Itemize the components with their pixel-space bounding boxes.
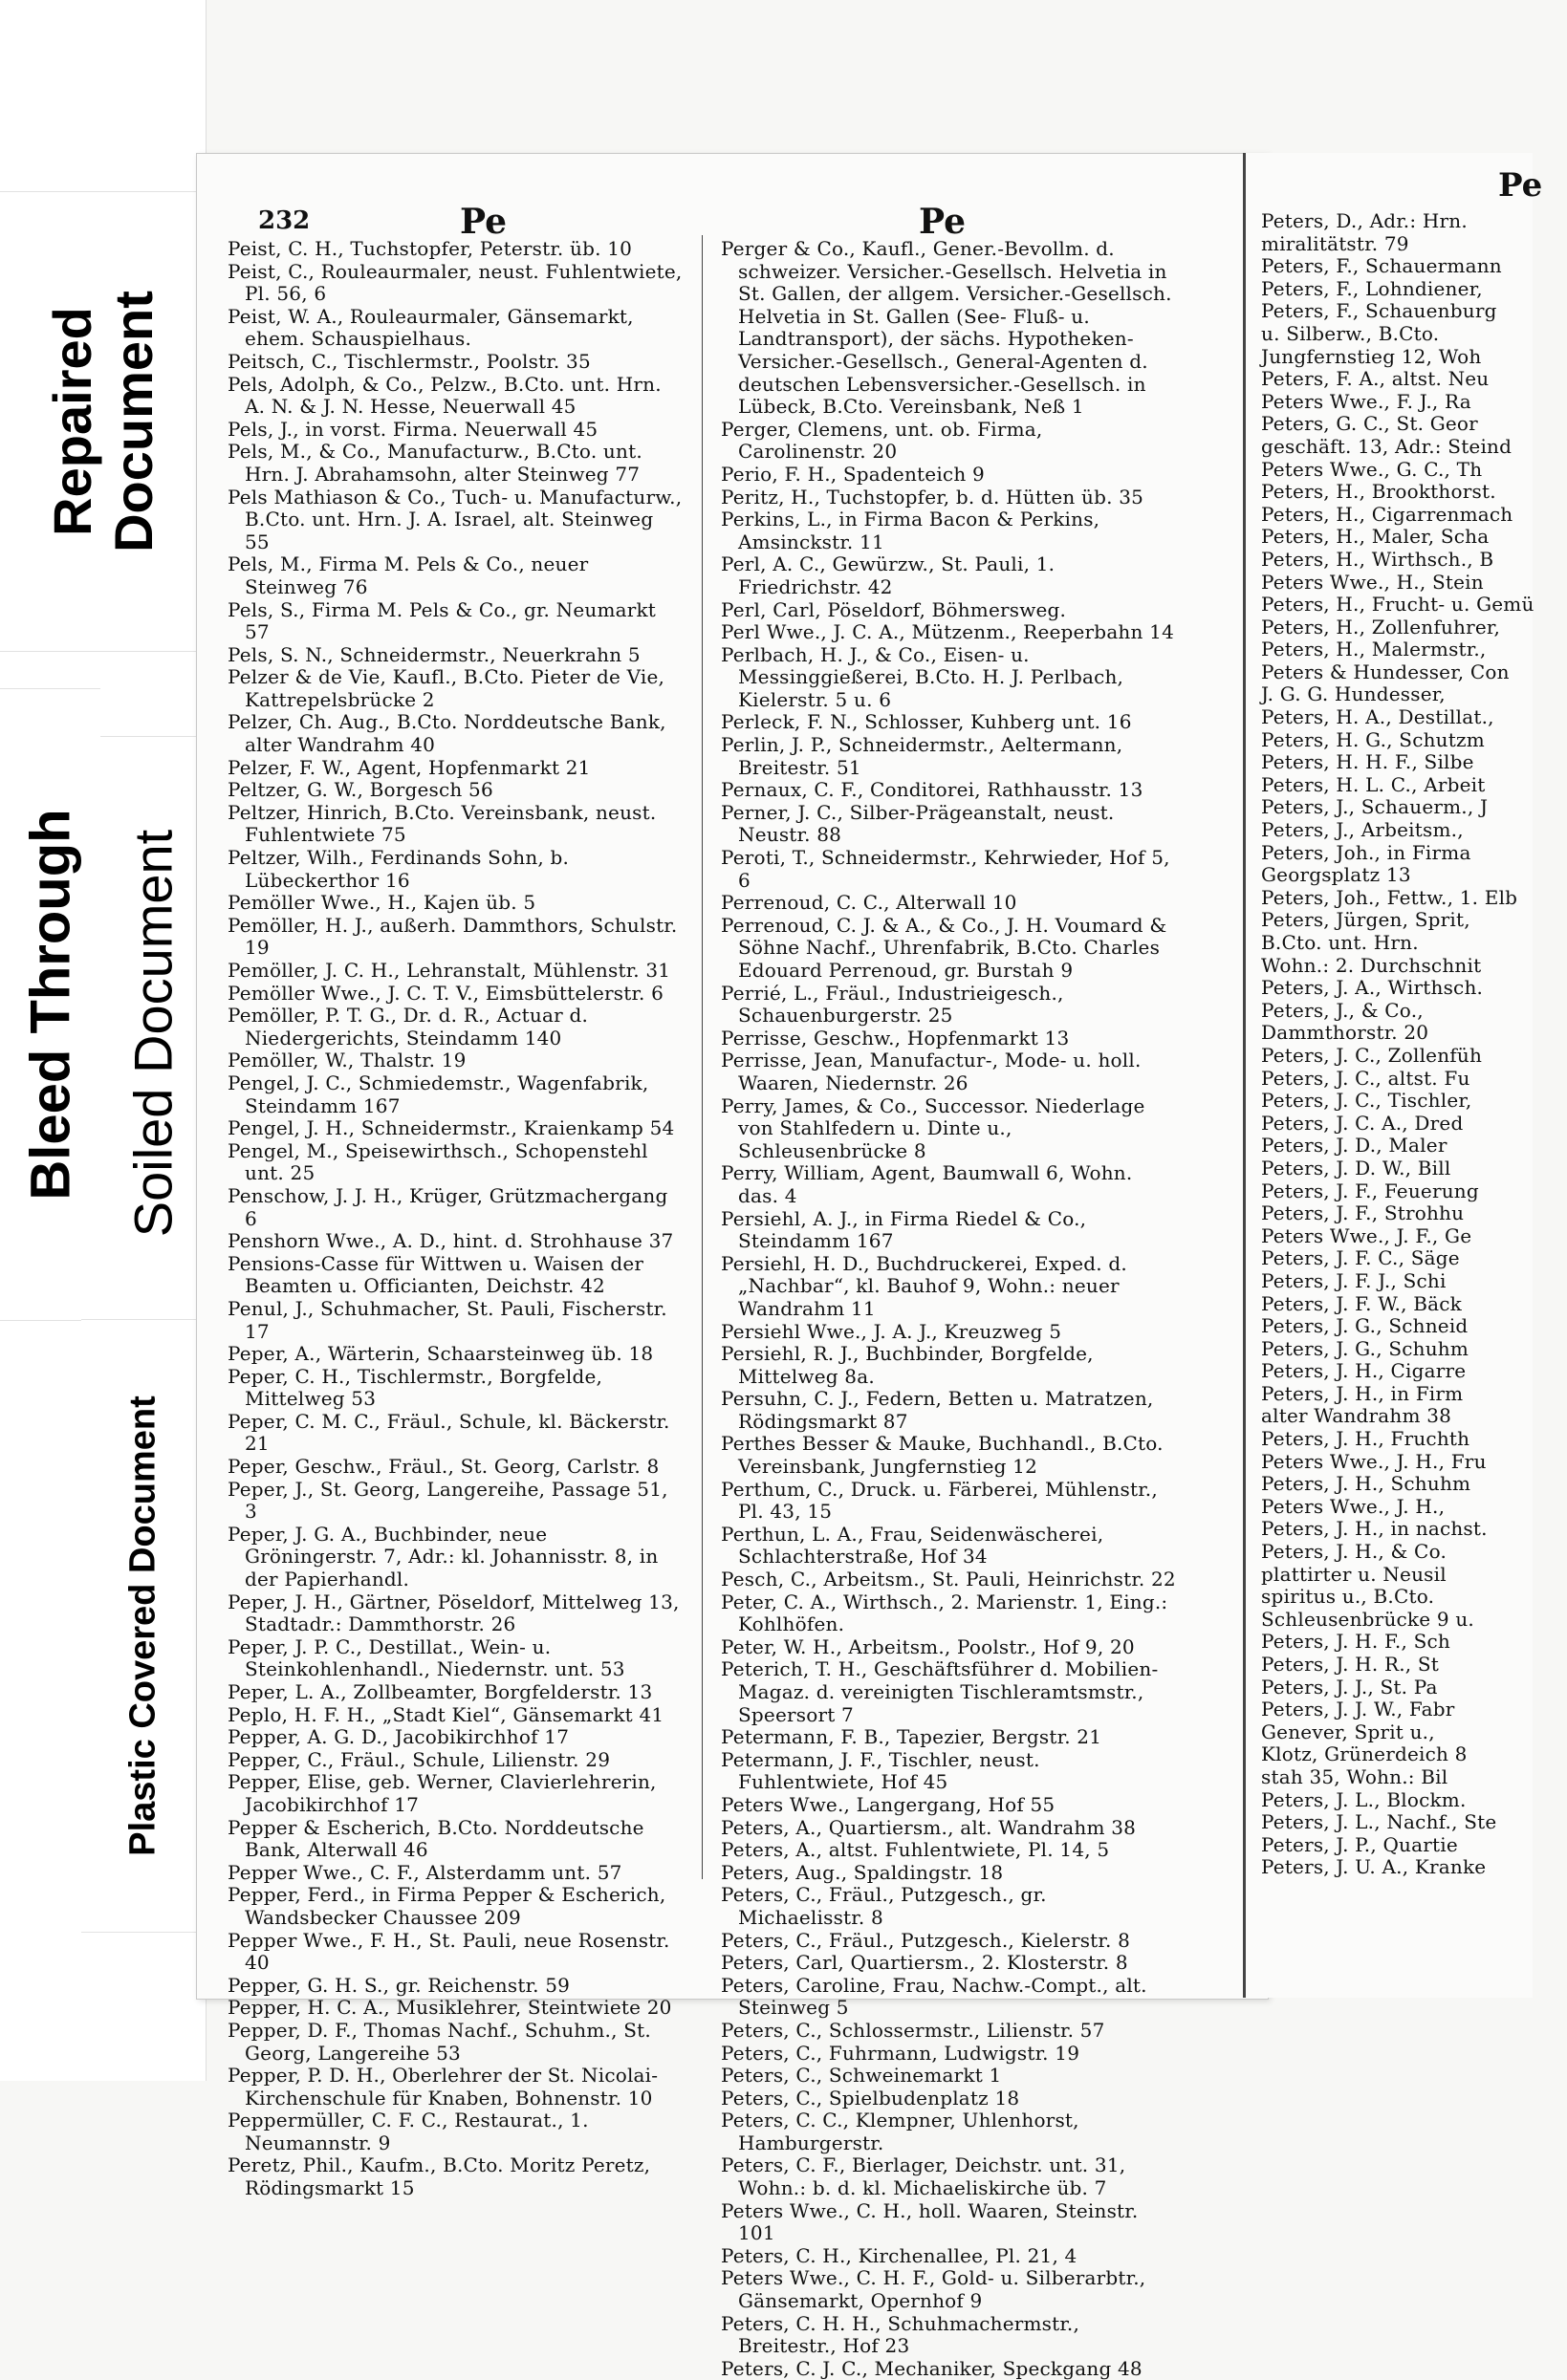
left-column xyxy=(228,238,683,2200)
directory-entry: Peters, J. H., in nachst. xyxy=(1261,1517,1488,1541)
directory-entry: Peters, C., Fräul., Putzgesch., Kielerstr. 8 xyxy=(721,1928,1131,1952)
directory-entry: Peters, J. H. R., St xyxy=(1261,1653,1440,1676)
label-bleed-through xyxy=(0,688,100,1321)
directory-entry: Peper, J. P. C., Destillat., Wein- u. Steinkohlenhandl., Niedernstr. unt. 53 xyxy=(228,1634,625,1681)
directory-entry: Peters, F. A., altst. Neu xyxy=(1261,367,1490,391)
directory-entry: Peters, G. C., St. Geor xyxy=(1261,412,1478,436)
directory-entry: Pepper, Ferd., in Firma Pepper & Escherich, Wandsbecker Chaussee 209 xyxy=(228,1883,666,1929)
directory-entry: Peters Wwe., C. H. F., Gold- u. Silberarbtr., Gänsemarkt, Opernhof 9 xyxy=(721,2266,1146,2313)
label-repaired-line2: Document xyxy=(102,291,163,552)
directory-entry: Peters, J. C., Tischler, xyxy=(1261,1089,1472,1113)
directory-entry: Perrisse, Jean, Manufactur-, Mode- u. holl. Waaren, Niedernstr. 26 xyxy=(721,1049,1142,1094)
directory-entry: Peper, A., Wärterin, Schaarsteinweg üb. 18 xyxy=(228,1342,654,1366)
directory-entry: Penschow, J. J. H., Krüger, Grützmachergang 6 xyxy=(228,1183,668,1230)
directory-entry: Peltzer, Wilh., Ferdinands Sohn, b. Lübeckerthor 16 xyxy=(228,846,570,892)
directory-entry: Peters, Caroline, Frau, Nachw.-Compt., alt. Steinweg 5 xyxy=(721,1973,1147,2020)
directory-entry: Pengel, J. C., Schmiedemstr., Wagenfabrik, Steindamm 167 xyxy=(228,1071,649,1117)
directory-entry: alter Wandrahm 38 xyxy=(1261,1404,1452,1428)
page-header-left: Pe xyxy=(460,202,508,242)
directory-entry: Persiehl, H. D., Buchdruckerei, Exped. d. „Nachbar“, kl. Bauhof 9, Wohn.: neuer Wandrahm 11 xyxy=(721,1251,1127,1320)
directory-entry: Peters, J. J. W., Fabr xyxy=(1261,1698,1455,1721)
directory-entry: Peters, C., Fuhrmann, Ludwigstr. 19 xyxy=(721,2041,1080,2065)
directory-entry: Peters Wwe., Langergang, Hof 55 xyxy=(721,1792,1056,1816)
directory-entry: Peritz, H., Tuchstopfer, b. d. Hütten üb. 35 xyxy=(721,485,1144,508)
directory-entry: Peters, J. H., Schuhm xyxy=(1261,1472,1471,1496)
directory-entry: Perleck, F. N., Schlosser, Kuhberg unt. 16 xyxy=(721,710,1132,734)
directory-entry: J. G. G. Hundesser, xyxy=(1261,682,1446,706)
directory-entry: Peters, J., Schauerm., J xyxy=(1261,795,1489,819)
directory-entry: Pengel, J. H., Schneidermstr., Kraienkamp 54 xyxy=(228,1116,675,1140)
directory-entry: Peters Wwe., C. H., holl. Waaren, Steinstr. 101 xyxy=(721,2198,1139,2245)
label-repaired-document xyxy=(0,191,206,652)
directory-entry: Peters Wwe., G. C., Th xyxy=(1261,457,1483,481)
directory-entry: Peters, C. C., Klempner, Uhlenhorst, Hamburgerstr. xyxy=(721,2109,1079,2154)
directory-entry: Peters, J. H., Fruchth xyxy=(1261,1427,1470,1451)
directory-entry: Perrenoud, C. C., Alterwall 10 xyxy=(721,891,1017,915)
directory-entry: Peters, H. L. C., Arbeit xyxy=(1261,772,1486,796)
directory-entry: Dammthorstr. 20 xyxy=(1261,1021,1429,1045)
directory-entry: Peper, Geschw., Fräul., St. Georg, Carlstr. 8 xyxy=(228,1455,660,1479)
directory-entry: Peters, F., Lohndiener, xyxy=(1261,276,1483,300)
directory-entry: Perl, A. C., Gewürzw., St. Pauli, 1. Friedrichstr. 42 xyxy=(721,552,1056,598)
directory-entry: Peters, J. C., Zollenfüh xyxy=(1261,1043,1483,1067)
directory-entry: Pelzer, Ch. Aug., B.Cto. Norddeutsche Bank, alter Wandrahm 40 xyxy=(228,710,666,757)
directory-entry: Perger, Clemens, unt. ob. Firma, Carolinenstr. 20 xyxy=(721,417,1043,464)
directory-entry: Peters, H., Wirthsch., B xyxy=(1261,547,1494,571)
directory-entry: Perrié, L., Fräul., Industrieigesch., Schauenburgerstr. 25 xyxy=(721,981,1064,1028)
directory-entry: Pesch, C., Arbeitsm., St. Pauli, Heinrichstr. 22 xyxy=(721,1568,1176,1591)
directory-entry: Peters, Joh., Fettw., 1. Elb xyxy=(1261,885,1518,909)
directory-entry: Peters Wwe., J. F., Ge xyxy=(1261,1223,1472,1247)
directory-entry: Penshorn Wwe., A. D., hint. d. Strohhause 37 xyxy=(228,1229,674,1253)
directory-entry: Peters, H., Cigarrenmach xyxy=(1261,502,1513,526)
directory-entry: Persiehl Wwe., J. A. J., Kreuzweg 5 xyxy=(721,1319,1062,1343)
directory-entry: Peters, J. L., Blockm. xyxy=(1261,1787,1467,1811)
column-divider xyxy=(702,235,703,1879)
directory-entry: Peters, J. G., Schneid xyxy=(1261,1314,1469,1338)
label-soiled-document xyxy=(100,736,206,1331)
directory-entry: Perger & Co., Kaufl., Gener.-Bevollm. d. schweizer. Versicher.-Gesellsch. Helvetia in St. Gallen, der allgem. Versicher.-Gesellsch. Helvetia in St. Gallen (See- Fluß- u. Landtransport), der sächs. Hypotheken-Versicher.-Gesellsch., General-Agenten d. deutschen Lebensversicher.-Gesellsch. in Lübeck, B.Cto. Vereinsbank, Neß 1 xyxy=(721,237,1172,419)
directory-entry: Pels, S. N., Schneidermstr., Neuerkrahn 5 xyxy=(228,642,641,666)
directory-entry: Pemöller Wwe., J. C. T. V., Eimsbüttelerstr. 6 xyxy=(228,981,664,1005)
directory-entry: Peters, C. J. C., Mechaniker, Speckgang 48 xyxy=(721,2356,1143,2380)
directory-entry: plattirter u. Neusil xyxy=(1261,1562,1447,1586)
directory-entry: Peper, J. G. A., Buchbinder, neue Gröningerstr. 7, Adr.: kl. Johannisstr. 8, in der Papierhandl. xyxy=(228,1522,659,1591)
directory-entry: Pengel, M., Speisewirthsch., Schopenstehl unt. 25 xyxy=(228,1138,648,1185)
directory-entry: Peters, F., Schauermann xyxy=(1261,254,1502,278)
directory-entry: geschäft. 13, Adr.: Steind xyxy=(1261,434,1513,458)
right-page-header: Pe xyxy=(1498,166,1543,205)
directory-entry: Perry, William, Agent, Baumwall 6, Wohn. das. 4 xyxy=(721,1161,1133,1207)
directory-entry: Pels, J., in vorst. Firma. Neuerwall 45 xyxy=(228,417,599,441)
directory-entry: Pels Mathiason & Co., Tuch- u. Manufacturw., B.Cto. unt. Hrn. J. A. Israel, alt. Steinweg 55 xyxy=(228,485,683,553)
directory-page xyxy=(196,153,1269,2380)
directory-entry: Pepper, H. C. A., Musiklehrer, Steintwiete 20 xyxy=(228,1996,672,2020)
directory-entry: spiritus u., B.Cto. xyxy=(1261,1585,1435,1609)
directory-entry: Peters, A., altst. Fuhlentwiete, Pl. 14, 5 xyxy=(721,1838,1110,1862)
directory-entry: Pemöller, J. C. H., Lehranstalt, Mühlenstr. 31 xyxy=(228,959,671,982)
directory-entry: Pepper Wwe., F. H., St. Pauli, neue Rosenstr. 40 xyxy=(228,1928,670,1975)
directory-entry: Perio, F. H., Spadenteich 9 xyxy=(721,462,985,486)
directory-entry: Perkins, L., in Firma Bacon & Perkins, Amsinckstr. 11 xyxy=(721,508,1100,553)
directory-entry: B.Cto. unt. Hrn. xyxy=(1261,931,1419,954)
directory-entry: Pepper, D. F., Thomas Nachf., Schuhm., St. Georg, Langereihe 53 xyxy=(228,2018,651,2065)
directory-entry: Schleusenbrücke 9 u. xyxy=(1261,1607,1474,1631)
directory-entry: Peper, C. H., Tischlermstr., Borgfelde, Mittelweg 53 xyxy=(228,1364,603,1411)
directory-entry: Peist, W. A., Rouleaurmaler, Gänsemarkt, ehem. Schauspielhaus. xyxy=(228,304,634,351)
directory-entry: Pepper Wwe., C. F., Alsterdamm unt. 57 xyxy=(228,1860,622,1884)
directory-entry: Pels, M., & Co., Manufacturw., B.Cto. unt. Hrn. J. Abrahamsohn, alter Steinweg 77 xyxy=(228,440,642,486)
directory-entry: Pepper, P. D. H., Oberlehrer der St. Nicolai-Kirchenschule für Knaben, Bohnenstr. 10 xyxy=(228,2064,659,2110)
directory-entry: Peters, Carl, Quartiersm., 2. Klosterstr. 8 xyxy=(721,1951,1128,1975)
directory-entry: Persiehl, A. J., in Firma Riedel & Co., Steindamm 167 xyxy=(721,1206,1087,1253)
directory-entry: Peters Wwe., J. H., Fru xyxy=(1261,1449,1487,1473)
directory-entry: Pemöller Wwe., H., Kajen üb. 5 xyxy=(228,891,536,915)
label-bleed-text: Bleed Through xyxy=(19,809,81,1201)
directory-entry: Peters, H., Brookthorst. xyxy=(1261,480,1496,504)
directory-entry: Peltzer, G. W., Borgesch 56 xyxy=(228,778,493,802)
directory-entry: Peters, C. H. H., Schuhmachermstr., Breitestr., Hof 23 xyxy=(721,2311,1080,2358)
directory-entry: Perrisse, Geschw., Hopfenmarkt 13 xyxy=(721,1026,1070,1049)
directory-entry: Peist, C., Rouleaurmaler, neust. Fuhlentwiete, Pl. 56, 6 xyxy=(228,259,683,306)
directory-entry: Peters, C., Spielbudenplatz 18 xyxy=(721,2086,1020,2110)
directory-entry: Pepper & Escherich, B.Cto. Norddeutsche Bank, Alterwall 46 xyxy=(228,1815,644,1862)
directory-entry: Peper, L. A., Zollbeamter, Borgfelderstr. 13 xyxy=(228,1680,653,1703)
directory-entry: Peters, J. D. W., Bill xyxy=(1261,1156,1451,1179)
directory-entry: Peters, H. G., Schutzm xyxy=(1261,727,1485,751)
directory-entry: Pemöller, W., Thalstr. 19 xyxy=(228,1049,467,1072)
directory-entry: Petermann, F. B., Tapezier, Bergstr. 21 xyxy=(721,1725,1102,1749)
directory-entry: Peters, J. H., in Firm xyxy=(1261,1381,1464,1405)
directory-entry: Perthun, L. A., Frau, Seidenwäscherei, Schlachterstraße, Hof 34 xyxy=(721,1522,1104,1569)
directory-entry: Genever, Sprit u., xyxy=(1261,1720,1435,1743)
directory-entry: Jungfernstieg 12, Woh xyxy=(1261,344,1482,368)
directory-entry: Pelzer & de Vie, Kaufl., B.Cto. Pieter de Vie, Kattrepelsbrücke 2 xyxy=(228,665,665,711)
directory-entry: Peters, J. F. W., Bäck xyxy=(1261,1291,1462,1315)
directory-entry: Perl, Carl, Pöseldorf, Böhmersweg. xyxy=(721,597,1067,621)
directory-entry: Perthum, C., Druck. u. Färberei, Mühlenstr., Pl. 43, 15 xyxy=(721,1477,1158,1524)
directory-entry: Peters, J. F., Strohhu xyxy=(1261,1201,1465,1225)
directory-entry: Peters, J., Arbeitsm., xyxy=(1261,818,1464,842)
directory-entry: Peters Wwe., J. H., xyxy=(1261,1494,1446,1518)
directory-entry: Perthes Besser & Mauke, Buchhandl., B.Cto. Vereinsbank, Jungfernstieg 12 xyxy=(721,1432,1164,1479)
middle-column xyxy=(721,238,1176,2380)
directory-entry: Peters, J. P., Quartie xyxy=(1261,1832,1458,1856)
directory-entry: Pelzer, F. W., Agent, Hopfenmarkt 21 xyxy=(228,755,591,779)
label-repaired-line1: Repaired xyxy=(41,307,102,536)
directory-entry: miralitätstr. 79 xyxy=(1261,231,1409,255)
page-number: 232 xyxy=(258,206,311,235)
directory-entry: Perl Wwe., J. C. A., Mützenm., Reeperbahn 14 xyxy=(721,620,1175,644)
directory-entry: Peters, H., Maler, Scha xyxy=(1261,525,1490,549)
directory-entry: Georgsplatz 13 xyxy=(1261,863,1411,887)
directory-entry: Peters Wwe., H., Stein xyxy=(1261,570,1484,594)
directory-entry: Peters, H., Frucht- u. Gemü xyxy=(1261,593,1534,617)
directory-entry: Peters & Hundesser, Con xyxy=(1261,660,1510,683)
directory-entry: Persuhn, C. J., Federn, Betten u. Matratzen, Rödingsmarkt 87 xyxy=(721,1387,1154,1433)
directory-entry: Peters, J. J., St. Pa xyxy=(1261,1675,1438,1698)
directory-entry: Peters, J. L., Nachf., Ste xyxy=(1261,1810,1497,1834)
directory-entry: Pernaux, C. F., Conditorei, Rathhausstr. 13 xyxy=(721,778,1143,802)
right-column xyxy=(1261,210,1567,1879)
directory-entry: Peters, J. G., Schuhm xyxy=(1261,1336,1469,1360)
directory-entry: stah 35, Wohn.: Bil xyxy=(1261,1764,1448,1788)
directory-entry: Peters, C., Schweinemarkt 1 xyxy=(721,2064,1002,2088)
directory-entry: Peters, J. A., Wirthsch. xyxy=(1261,976,1484,1000)
directory-entry: Peters, D., Adr.: Hrn. xyxy=(1261,209,1468,232)
directory-entry: Peters, F., Schauenburg xyxy=(1261,299,1497,323)
directory-entry: Pepper, A. G. D., Jacobikirchhof 17 xyxy=(228,1725,570,1749)
directory-entry: Peters, C. H., Kirchenallee, Pl. 21, 4 xyxy=(721,2243,1077,2267)
directory-entry: Peters, Jürgen, Sprit, xyxy=(1261,908,1470,932)
directory-entry: Peters, H. H. F., Silbe xyxy=(1261,750,1474,774)
directory-entry: Pemöller, H. J., außerh. Dammthors, Schulstr. 19 xyxy=(228,913,678,960)
page-header-mid: Pe xyxy=(919,202,967,242)
directory-entry: Klotz, Grünerdeich 8 xyxy=(1261,1742,1468,1766)
label-soiled-text: Soiled Document xyxy=(122,829,184,1238)
directory-entry: Peters, H. A., Destillat., xyxy=(1261,705,1494,729)
directory-entry: Peters, A., Quartiersm., alt. Wandrahm 38 xyxy=(721,1815,1137,1839)
directory-entry: Peters, C., Fräul., Putzgesch., gr. Michaelisstr. 8 xyxy=(721,1883,1047,1929)
directory-entry: Peters, J. H., & Co. xyxy=(1261,1540,1447,1564)
directory-entry: Pepper, G. H. S., gr. Reichenstr. 59 xyxy=(228,1973,571,1997)
directory-entry: Peppermüller, C. F. C., Restaurat., 1. Neumannstr. 9 xyxy=(228,2109,589,2154)
directory-entry: Pepper, C., Fräul., Schule, Lilienstr. 29 xyxy=(228,1747,611,1771)
directory-entry: Peters, J. F. C., Säge xyxy=(1261,1246,1460,1270)
directory-entry: Peters, J. H. F., Sch xyxy=(1261,1630,1450,1654)
directory-entry: Peters, J. F. J., Schi xyxy=(1261,1268,1447,1292)
directory-entry: Peters, C. F., Bierlager, Deichstr. unt. 31, Wohn.: b. d. kl. Michaeliskirche üb. 7 xyxy=(721,2153,1126,2200)
label-plastic-text: Plastic Covered Document xyxy=(122,1396,163,1856)
directory-entry: Peter, W. H., Arbeitsm., Poolstr., Hof 9, 20 xyxy=(721,1634,1135,1658)
directory-entry: Peper, J., St. Georg, Langereihe, Passage 51, 3 xyxy=(228,1477,668,1524)
directory-entry: Peretz, Phil., Kaufm., B.Cto. Moritz Peretz, Rödingsmarkt 15 xyxy=(228,2153,651,2200)
directory-entry: Petermann, J. F., Tischler, neust. Fuhlentwiete, Hof 45 xyxy=(721,1747,1040,1794)
directory-entry: Peters, J. C. A., Dred xyxy=(1261,1111,1464,1135)
directory-entry: Perlbach, H. J., & Co., Eisen- u. Messinggießerei, B.Cto. H. J. Perlbach, Kielerstr. 5 u. 6 xyxy=(721,642,1124,711)
directory-entry: Peist, C. H., Tuchstopfer, Peterstr. üb. 10 xyxy=(228,237,633,260)
directory-entry: u. Silberw., B.Cto. xyxy=(1261,321,1440,345)
directory-entry: Peters, H., Zollenfuhrer, xyxy=(1261,615,1501,638)
label-repaired-text xyxy=(42,291,164,552)
directory-entry: Peters, H., Malermstr., xyxy=(1261,638,1487,661)
label-plastic-covered-document xyxy=(81,1319,206,1933)
directory-entry: Peroti, T., Schneidermstr., Kehrwieder, Hof 5, 6 xyxy=(721,846,1170,892)
directory-entry: Peters, Joh., in Firma xyxy=(1261,840,1471,864)
directory-entry: Peters, J. H., Cigarre xyxy=(1261,1359,1467,1383)
directory-entry: Peter, C. A., Wirthsch., 2. Marienstr. 1, Eing.: Kohlhöfen. xyxy=(721,1590,1168,1636)
directory-entry: Peters, J. D., Maler xyxy=(1261,1134,1447,1158)
directory-entry: Pepper, Elise, geb. Werner, Clavierlehrerin, Jacobikirchhof 17 xyxy=(228,1770,657,1816)
directory-entry: Pemöller, P. T. G., Dr. d. R., Actuar d. Niedergerichts, Steindamm 140 xyxy=(228,1004,589,1049)
document-type-labels xyxy=(0,0,207,2081)
directory-entry: Peper, C. M. C., Fräul., Schule, kl. Bäckerstr. 21 xyxy=(228,1409,670,1456)
directory-entry: Persiehl, R. J., Buchbinder, Borgfelde, Mittelweg 8a. xyxy=(721,1342,1094,1388)
right-page-fragment xyxy=(1243,153,1543,1998)
directory-entry: Peters, J. F., Feuerung xyxy=(1261,1179,1479,1202)
directory-entry: Peters, J., & Co., xyxy=(1261,998,1424,1022)
directory-entry: Perlin, J. P., Schneidermstr., Aeltermann, Breitestr. 51 xyxy=(721,733,1123,779)
directory-entry: Peper, J. H., Gärtner, Pöseldorf, Mittelweg 13, Stadtadr.: Dammthorstr. 26 xyxy=(228,1590,680,1636)
directory-entry: Peitsch, C., Tischlermstr., Poolstr. 35 xyxy=(228,349,591,373)
directory-entry: Peters, C., Schlossermstr., Lilienstr. 57 xyxy=(721,2018,1105,2042)
directory-entry: Peters, J. U. A., Kranke xyxy=(1261,1855,1487,1879)
directory-entry: Penul, J., Schuhmacher, St. Pauli, Fischerstr. 17 xyxy=(228,1296,667,1343)
directory-entry: Pels, M., Firma M. Pels & Co., neuer Steinweg 76 xyxy=(228,552,589,598)
directory-entry: Pensions-Casse für Wittwen u. Waisen der Beamten u. Officianten, Deichstr. 42 xyxy=(228,1251,644,1298)
directory-entry: Peterich, T. H., Geschäftsführer d. Mobilien-Magaz. d. vereinigten Tischleramtsmstr., Speersort 7 xyxy=(721,1657,1159,1726)
directory-entry: Pels, Adolph, & Co., Pelzw., B.Cto. unt. Hrn. A. N. & J. N. Hesse, Neuerwall 45 xyxy=(228,372,662,419)
directory-entry: Peters, Aug., Spaldingstr. 18 xyxy=(721,1860,1004,1884)
directory-entry: Perner, J. C., Silber-Prägeanstalt, neust. Neustr. 88 xyxy=(721,800,1115,847)
directory-entry: Peters, J. C., altst. Fu xyxy=(1261,1066,1470,1090)
directory-entry: Perry, James, & Co., Successor. Niederlage von Stahlfedern u. Dinte u., Schleusenbrücke 8 xyxy=(721,1093,1145,1162)
directory-entry: Peters Wwe., F. J., Ra xyxy=(1261,389,1471,413)
directory-entry: Peltzer, Hinrich, B.Cto. Vereinsbank, neust. Fuhlentwiete 75 xyxy=(228,800,657,847)
directory-entry: Perrenoud, C. J. & A., & Co., J. H. Voumard & Söhne Nachf., Uhrenfabrik, B.Cto. Charles Edouard Perrenoud, gr. Burstah 9 xyxy=(721,913,1167,982)
directory-entry: Pels, S., Firma M. Pels & Co., gr. Neumarkt 57 xyxy=(228,597,657,644)
directory-entry: Peplo, H. F. H., „Stadt Kiel“, Gänsemarkt 41 xyxy=(228,1702,664,1726)
directory-entry: Wohn.: 2. Durchschnit xyxy=(1261,953,1482,977)
